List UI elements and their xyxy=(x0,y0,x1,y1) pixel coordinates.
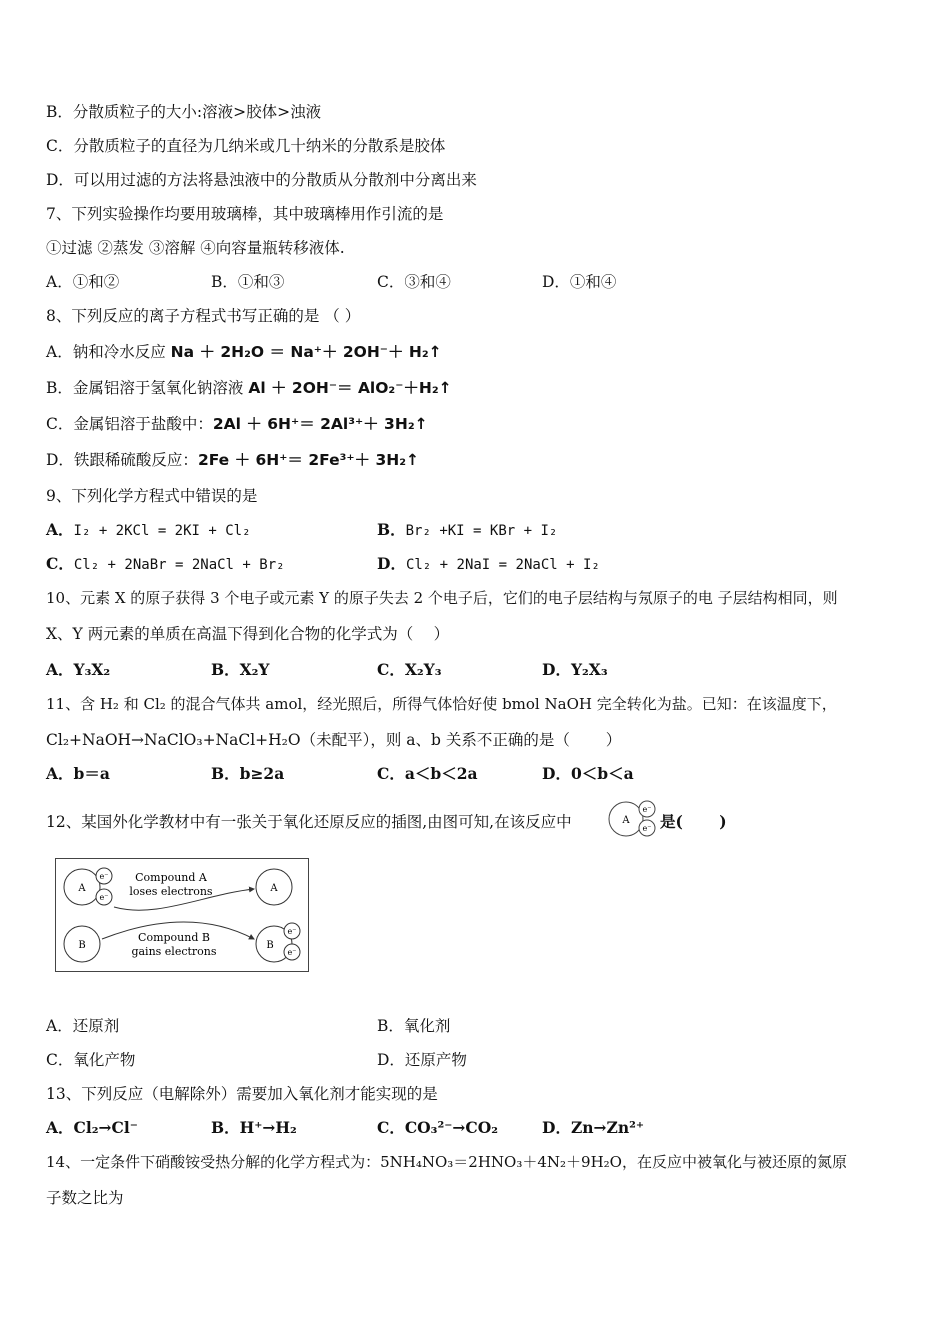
diagram-atom-b-left: B xyxy=(78,940,86,951)
diagram-electron: e⁻ xyxy=(287,948,297,957)
diagram-atom-a-right: A xyxy=(270,883,278,894)
compound-a-label-line1: Compound A xyxy=(135,871,207,884)
compound-b-label-line2: gains electrons xyxy=(131,945,217,958)
q7-option-d: D．①和④ xyxy=(542,273,617,291)
redox-diagram xyxy=(55,858,309,972)
diagram-electron: e⁻ xyxy=(287,927,297,936)
q8-option-b-equation: Al ＋ 2OH⁻＝ AlO₂⁻＋H₂↑ xyxy=(248,379,452,397)
q8-option-b xyxy=(46,378,452,398)
q13-option-c: C．CO₃²⁻→CO₂ xyxy=(377,1118,499,1137)
atom-a-with-electrons-icon xyxy=(606,798,658,840)
q6-option-c: C．分散质粒子的直径为几纳米或几十纳米的分散系是胶体 xyxy=(46,137,446,155)
q13-option-d: D．Zn→Zn²⁺ xyxy=(542,1118,645,1137)
q9-option-c-label: C． xyxy=(46,554,74,573)
q10-stem-line1: 10、元素 X 的原子获得 3 个电子或元素 Y 的原子失去 2 个电子后，它们的电子层结构与氖原子的电 子层结构相同，则 xyxy=(46,589,838,607)
q9-option-b xyxy=(377,520,557,541)
inline-electron-2: e⁻ xyxy=(642,824,652,833)
compound-b-label-line1: Compound B xyxy=(138,931,210,944)
q12-option-d: D．还原产物 xyxy=(377,1051,467,1069)
q7-option-b: B．①和③ xyxy=(211,273,285,291)
q12-stem-end: 是( ) xyxy=(660,812,727,831)
q9-option-b-equation: Br₂ +KI = KBr + I₂ xyxy=(405,523,558,539)
q13-option-b: B．H⁺→H₂ xyxy=(211,1118,297,1137)
q10-option-d: D．Y₂X₃ xyxy=(542,660,608,679)
compound-a-label-line2: loses electrons xyxy=(129,885,213,898)
q12-option-b: B．氧化剂 xyxy=(377,1017,451,1035)
q8-option-c-equation: 2Al ＋ 6H⁺＝ 2Al³⁺＋ 3H₂↑ xyxy=(212,415,428,433)
q8-option-c-label: C．金属铝溶于盐酸中： xyxy=(46,415,213,433)
q9-stem: 9、下列化学方程式中错误的是 xyxy=(46,487,258,505)
q12-stem: 12、某国外化学教材中有一张关于氧化还原反应的插图,由图可知,在该反应中 xyxy=(46,813,572,831)
q14-stem-line2: 子数之比为 xyxy=(46,1189,124,1207)
q12-option-c: C．氧化产物 xyxy=(46,1051,136,1069)
q8-option-c xyxy=(46,414,428,434)
q14-stem-line1: 14、一定条件下硝酸铵受热分解的化学方程式为：5NH₄NO₃＝2HNO₃＋4N₂＋9H₂O，在反应中被氧化与被还原的氮原 xyxy=(46,1153,847,1171)
q9-option-d-equation: Cl₂ + 2NaI = 2NaCl + I₂ xyxy=(405,557,600,573)
q7-option-c: C．③和④ xyxy=(377,273,451,291)
q9-option-a xyxy=(46,520,251,541)
q8-stem: 8、下列反应的离子方程式书写正确的是 （ ） xyxy=(46,307,361,325)
inline-electron-1: e⁻ xyxy=(642,805,652,814)
q9-option-c xyxy=(46,554,285,575)
q8-option-b-label: B．金属铝溶于氢氧化钠溶液 xyxy=(46,379,249,397)
q9-option-d-label: D． xyxy=(377,554,406,573)
q9-option-a-label: A． xyxy=(46,520,74,539)
q10-option-c: C．X₂Y₃ xyxy=(377,660,442,679)
q8-option-a xyxy=(46,342,442,362)
q9-option-a-equation: I₂ + 2KCl = 2KI + Cl₂ xyxy=(73,523,251,539)
q8-option-a-equation: Na ＋ 2H₂O ＝ Na⁺＋ 2OH⁻＋ H₂↑ xyxy=(170,343,442,361)
q6-option-d: D．可以用过滤的方法将悬浊液中的分散质从分散剂中分离出来 xyxy=(46,171,477,189)
q11-option-a: A．b＝a xyxy=(46,764,110,783)
q11-option-c: C．a＜b＜2a xyxy=(377,764,478,783)
q8-option-d-label: D．铁跟稀硫酸反应： xyxy=(46,451,198,469)
q10-stem-line2: X、Y 两元素的单质在高温下得到化合物的化学式为（ ） xyxy=(46,625,450,643)
inline-atom-label: A xyxy=(622,815,630,826)
q10-option-b: B．X₂Y xyxy=(211,660,270,679)
q11-option-d: D．0＜b＜a xyxy=(542,764,634,783)
diagram-atom-a-left: A xyxy=(78,883,86,894)
diagram-electron: e⁻ xyxy=(99,893,109,902)
q9-option-c-equation: Cl₂ + 2NaBr = 2NaCl + Br₂ xyxy=(73,557,285,573)
q8-option-d-equation: 2Fe ＋ 6H⁺＝ 2Fe³⁺＋ 3H₂↑ xyxy=(197,451,419,469)
redox-diagram-figure xyxy=(56,859,308,971)
q7-items: ①过滤 ②蒸发 ③溶解 ④向容量瓶转移液体. xyxy=(46,239,345,257)
q9-option-d xyxy=(377,554,600,575)
q11-stem-line2: Cl₂+NaOH→NaClO₃+NaCl+H₂O（未配平），则 a、b 关系不正确的是（ ） xyxy=(46,731,622,749)
diagram-electron: e⁻ xyxy=(99,872,109,881)
q7-stem: 7、下列实验操作均要用玻璃棒，其中玻璃棒用作引流的是 xyxy=(46,205,444,223)
q6-option-b: B．分散质粒子的大小:溶液>胶体>浊液 xyxy=(46,103,322,121)
q11-option-b: B．b≥2a xyxy=(211,764,285,783)
q9-option-b-label: B． xyxy=(377,520,406,539)
q13-stem: 13、下列反应（电解除外）需要加入氧化剂才能实现的是 xyxy=(46,1085,438,1103)
q12-option-a: A．还原剂 xyxy=(46,1017,120,1035)
q13-option-a: A．Cl₂→Cl⁻ xyxy=(46,1118,138,1137)
q7-option-a: A．①和② xyxy=(46,273,120,291)
q8-option-a-label: A．钠和冷水反应 xyxy=(46,343,171,361)
q11-stem-line1: 11、含 H₂ 和 Cl₂ 的混合气体共 amol，经光照后，所得气体恰好使 bmol NaOH 完全转化为盐。已知：在该温度下， xyxy=(46,695,837,713)
q8-option-d xyxy=(46,450,419,470)
diagram-atom-b-right: B xyxy=(266,940,274,951)
q10-option-a: A．Y₃X₂ xyxy=(46,660,111,679)
